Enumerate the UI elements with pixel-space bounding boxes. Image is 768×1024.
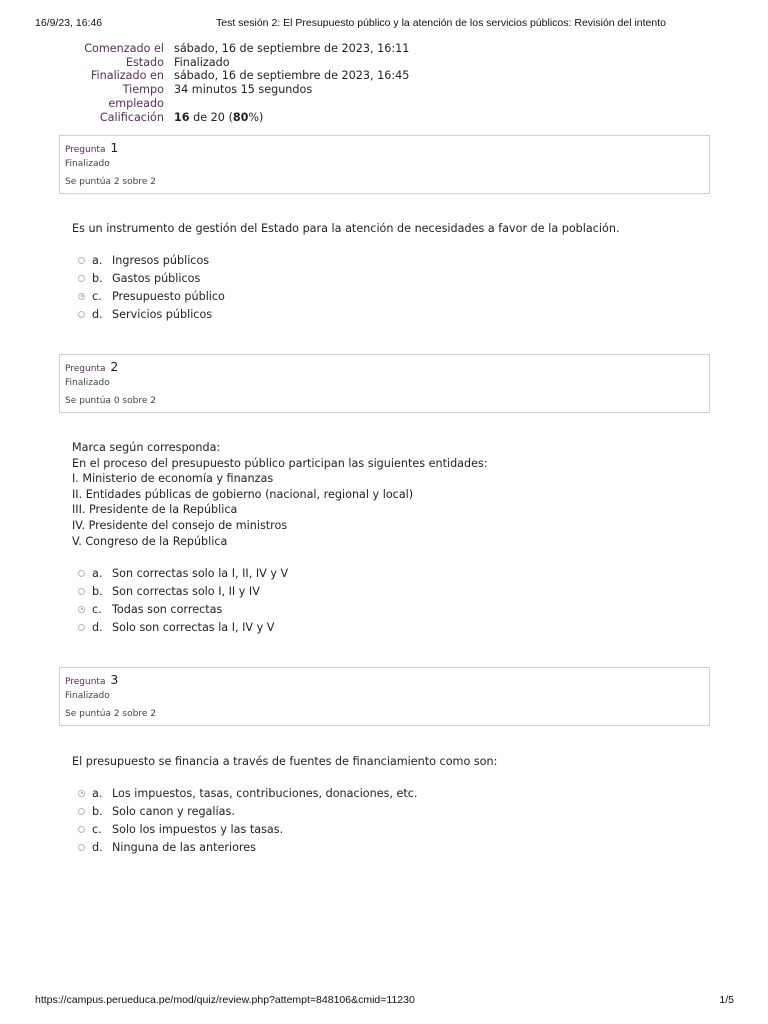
attempt-summary [56,42,416,124]
question-text-line: Marca según corresponda: [72,441,221,454]
question-text-line: IV. Presidente del consejo de ministros [72,518,288,532]
question-info-2 [59,354,710,413]
question-text-line: V. Congreso de la República [72,534,228,548]
question-number [65,359,118,374]
question-text-line: I. Ministerio de economía y finanzas [72,472,274,486]
answer-list-2 [78,564,288,636]
answer-option[interactable] [78,802,418,820]
grade-score: 16 [174,110,190,124]
answer-letter: c. [92,822,102,836]
question-state: Finalizado [65,378,110,388]
state-label: Estado [125,55,164,69]
question-text-line: En el proceso del presupuesto público participan las siguientes entidades: [72,456,488,470]
answer-option[interactable] [78,564,288,582]
question-text-line: El presupuesto se financia a través de fuentes de financiamiento como son: [72,755,498,768]
answer-letter: a. [92,253,103,267]
question-info-3 [59,667,710,726]
answer-option[interactable] [78,305,225,323]
question-grade: Se puntúa 0 sobre 2 [65,396,156,406]
radio-button[interactable] [78,275,85,282]
grade-end: %) [248,110,264,124]
radio-button[interactable] [78,311,85,318]
answer-text: Servicios públicos [112,307,213,321]
question-number [65,140,118,155]
summary-row-time [56,83,416,110]
summary-row-grade [56,111,416,125]
answer-text: Gastos públicos [112,271,201,285]
summary-row-state [56,56,416,70]
started-label: Comenzado el [84,42,164,55]
answer-option[interactable] [78,582,288,600]
grade-mid: de 20 ( [189,110,233,124]
answer-letter: d. [92,620,103,634]
answer-option[interactable] [78,600,288,618]
answer-letter: d. [92,307,103,321]
answer-letter: b. [92,804,103,818]
answer-option[interactable] [78,784,418,802]
print-header [35,17,734,31]
state-value: Finalizado [174,55,230,69]
grade-percent: 80 [232,110,249,124]
time-label [56,83,164,110]
question-number-value: 3 [110,672,119,687]
question-text-1 [72,221,702,237]
answer-option[interactable] [78,820,418,838]
radio-button[interactable] [78,570,85,577]
answer-list-3 [78,784,418,856]
time-label-line-1: Tiempo [122,83,164,97]
question-text-line: Es un instrumento de gestión del Estado para la atención de necesidades a favor de la población. [72,222,620,235]
answer-option[interactable] [78,251,225,269]
finished-label: Finalizado en [90,69,164,83]
question-prefix: Pregunta [65,364,106,374]
print-url: https://campus.perueduca.pe/mod/quiz/review.php?attempt=848106&cmid=11230 [35,994,415,1006]
grade-label: Calificación [99,110,164,124]
question-text-line: III. Presidente de la República [72,503,238,517]
answer-option[interactable] [78,618,288,636]
question-grade: Se puntúa 2 sobre 2 [65,177,156,187]
answer-option[interactable] [78,838,418,856]
radio-button[interactable] [78,293,85,300]
print-page-title: Test sesión 2: El Presupuesto público y la atención de los servicios públicos: Revisión del intento [216,17,666,29]
print-datetime: 16/9/23, 16:46 [35,17,103,29]
answer-text: Ingresos públicos [112,253,210,267]
question-text-2 [72,440,702,549]
answer-text: Ninguna de las anteriores [112,840,256,854]
print-footer [35,994,734,1008]
question-number-value: 1 [110,140,119,155]
answer-letter: c. [92,289,102,303]
answer-text: Solo son correctas la I, IV y V [112,620,275,634]
question-number [65,672,118,687]
radio-button[interactable] [78,624,85,631]
summary-row-finished [56,69,416,83]
answer-letter: b. [92,271,103,285]
question-info-1 [59,135,710,194]
answer-text: Presupuesto público [112,289,225,303]
answer-text: Todas son correctas [112,602,223,616]
time-label-line-2: empleado [108,96,164,110]
answer-text: Los impuestos, tasas, contribuciones, donaciones, etc. [112,786,418,800]
question-grade: Se puntúa 2 sobre 2 [65,709,156,719]
started-value: sábado, 16 de septiembre de 2023, 16:11 [174,42,410,55]
radio-button[interactable] [78,808,85,815]
answer-text: Solo canon y regalías. [112,804,235,818]
answer-text: Son correctas solo la I, II, IV y V [112,566,289,580]
summary-row-started [56,42,416,56]
answer-text: Solo los impuestos y las tasas. [112,822,284,836]
answer-text: Son correctas solo I, II y IV [112,584,260,598]
radio-button[interactable] [78,257,85,264]
question-prefix: Pregunta [65,677,106,687]
radio-button[interactable] [78,588,85,595]
question-state: Finalizado [65,159,110,169]
radio-button[interactable] [78,790,85,797]
radio-button[interactable] [78,826,85,833]
question-text-3 [72,754,702,770]
question-prefix: Pregunta [65,145,106,155]
answer-list-1 [78,251,225,323]
radio-button[interactable] [78,606,85,613]
question-number-value: 2 [110,359,119,374]
grade-value [174,111,263,125]
question-text-line: II. Entidades públicas de gobierno (nacional, regional y local) [72,487,414,501]
answer-option[interactable] [78,287,225,305]
finished-value: sábado, 16 de septiembre de 2023, 16:45 [174,69,410,83]
answer-letter: b. [92,584,103,598]
answer-option[interactable] [78,269,225,287]
answer-letter: a. [92,566,103,580]
answer-letter: a. [92,786,103,800]
answer-letter: d. [92,840,103,854]
question-state: Finalizado [65,691,110,701]
print-page-number: 1/5 [719,994,734,1006]
time-value: 34 minutos 15 segundos [174,83,313,97]
answer-letter: c. [92,602,102,616]
radio-button[interactable] [78,844,85,851]
